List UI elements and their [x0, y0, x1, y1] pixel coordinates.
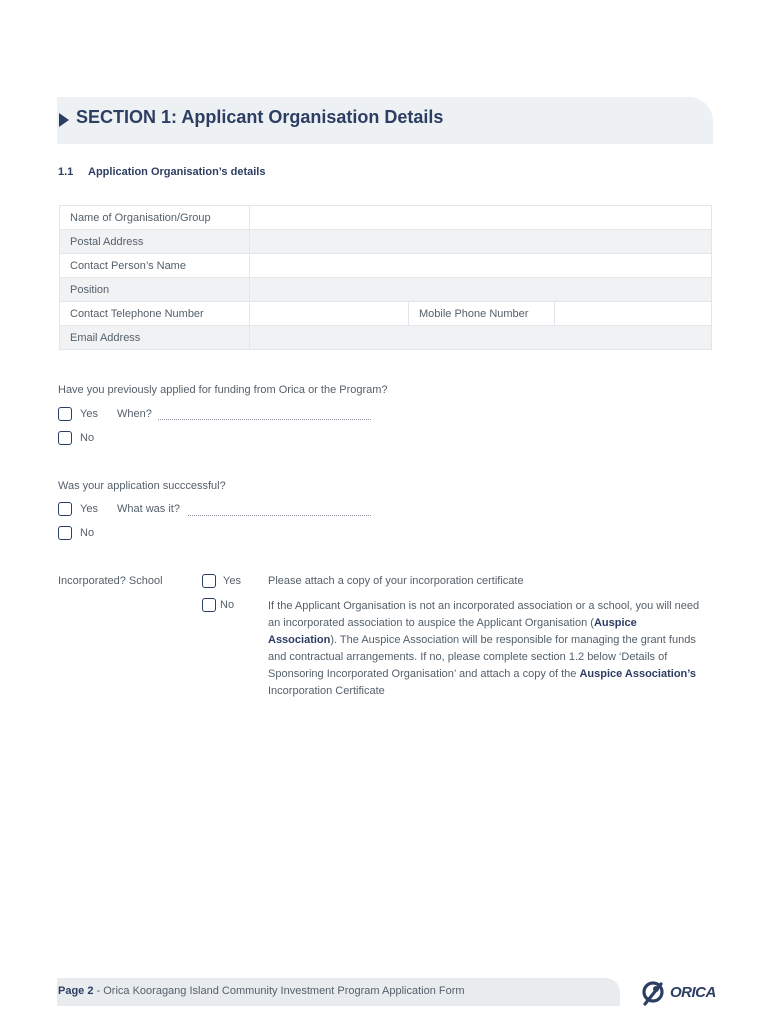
footer-separator: - — [93, 985, 104, 997]
auspice-instructions — [268, 598, 708, 700]
mobile-label: Mobile Phone Number — [409, 302, 555, 326]
section-title: SECTION 1: Applicant Organisation Details — [76, 107, 444, 127]
auspice-association-bold: Auspice Association — [268, 617, 637, 646]
organisation-details-table — [59, 205, 712, 350]
position-field[interactable] — [250, 278, 712, 302]
table-row — [60, 278, 712, 302]
orica-logo-text: ORICA — [670, 984, 716, 1001]
name-label: Name of Organisation/Group — [60, 206, 250, 230]
telephone-label: Contact Telephone Number — [60, 302, 250, 326]
name-field[interactable] — [250, 206, 712, 230]
attach-certificate-note: Please attach a copy of your incorporation certificate — [268, 575, 524, 587]
q2-what-field[interactable] — [188, 515, 371, 516]
q3-no-checkbox[interactable] — [202, 598, 216, 612]
incorporated-question: Incorporated? School — [58, 575, 163, 587]
auspice-association-possessive-bold: Auspice Association’s — [579, 668, 697, 680]
page-number: Page 2 — [58, 985, 94, 997]
q1-no-checkbox[interactable] — [58, 431, 72, 445]
email-field[interactable] — [250, 326, 712, 350]
previous-funding-question: Have you previously applied for funding from Orica or the Program? — [58, 384, 388, 396]
email-label: Email Address — [60, 326, 250, 350]
telephone-field[interactable] — [250, 302, 409, 326]
contact-label: Contact Person’s Name — [60, 254, 250, 278]
q2-what-label: What was it? — [117, 503, 180, 515]
table-row — [60, 230, 712, 254]
position-label: Position — [60, 278, 250, 302]
table-row — [60, 302, 712, 326]
subsection-heading — [58, 166, 265, 178]
q1-when-label: When? — [117, 408, 152, 420]
mobile-field[interactable] — [555, 302, 712, 326]
q3-yes-label: Yes — [223, 575, 241, 587]
subsection-title: Application Organisation’s details — [88, 166, 266, 178]
subsection-number: 1.1 — [58, 166, 74, 178]
contact-field[interactable] — [250, 254, 712, 278]
q3-yes-checkbox[interactable] — [202, 574, 216, 588]
q1-no-label: No — [80, 432, 95, 444]
q2-no-checkbox[interactable] — [58, 526, 72, 540]
q2-yes-label: Yes — [80, 503, 98, 515]
q1-when-field[interactable] — [158, 419, 371, 420]
table-row — [60, 254, 712, 278]
auspice-text-3: Incorporation Certificate — [268, 685, 385, 697]
footer-text — [58, 985, 465, 997]
q2-no-label: No — [80, 527, 95, 539]
auspice-text-2: ). The Auspice Association will be responsible for managing the grant funds and contractual arrangements. If no, please complete section 1.2 below ‘Details of Sponsoring Incorporated Organisation’ and attach a copy of the — [268, 634, 696, 680]
postal-label: Postal Address — [60, 230, 250, 254]
q1-yes-label: Yes — [80, 408, 98, 420]
q1-yes-checkbox[interactable] — [58, 407, 72, 421]
table-row — [60, 206, 712, 230]
form-title: Orica Kooragang Island Community Investment Program Application Form — [103, 985, 465, 997]
postal-field[interactable] — [250, 230, 712, 254]
triangle-right-icon — [59, 113, 69, 127]
application-success-question: Was your application succcessful? — [58, 480, 226, 492]
table-row — [60, 326, 712, 350]
q2-yes-checkbox[interactable] — [58, 502, 72, 516]
auspice-text-1: If the Applicant Organisation is not an incorporated association or a school, you will need an incorporated association to auspice the Applicant Organisation ( — [268, 600, 700, 629]
q3-no-label: No — [220, 599, 235, 611]
